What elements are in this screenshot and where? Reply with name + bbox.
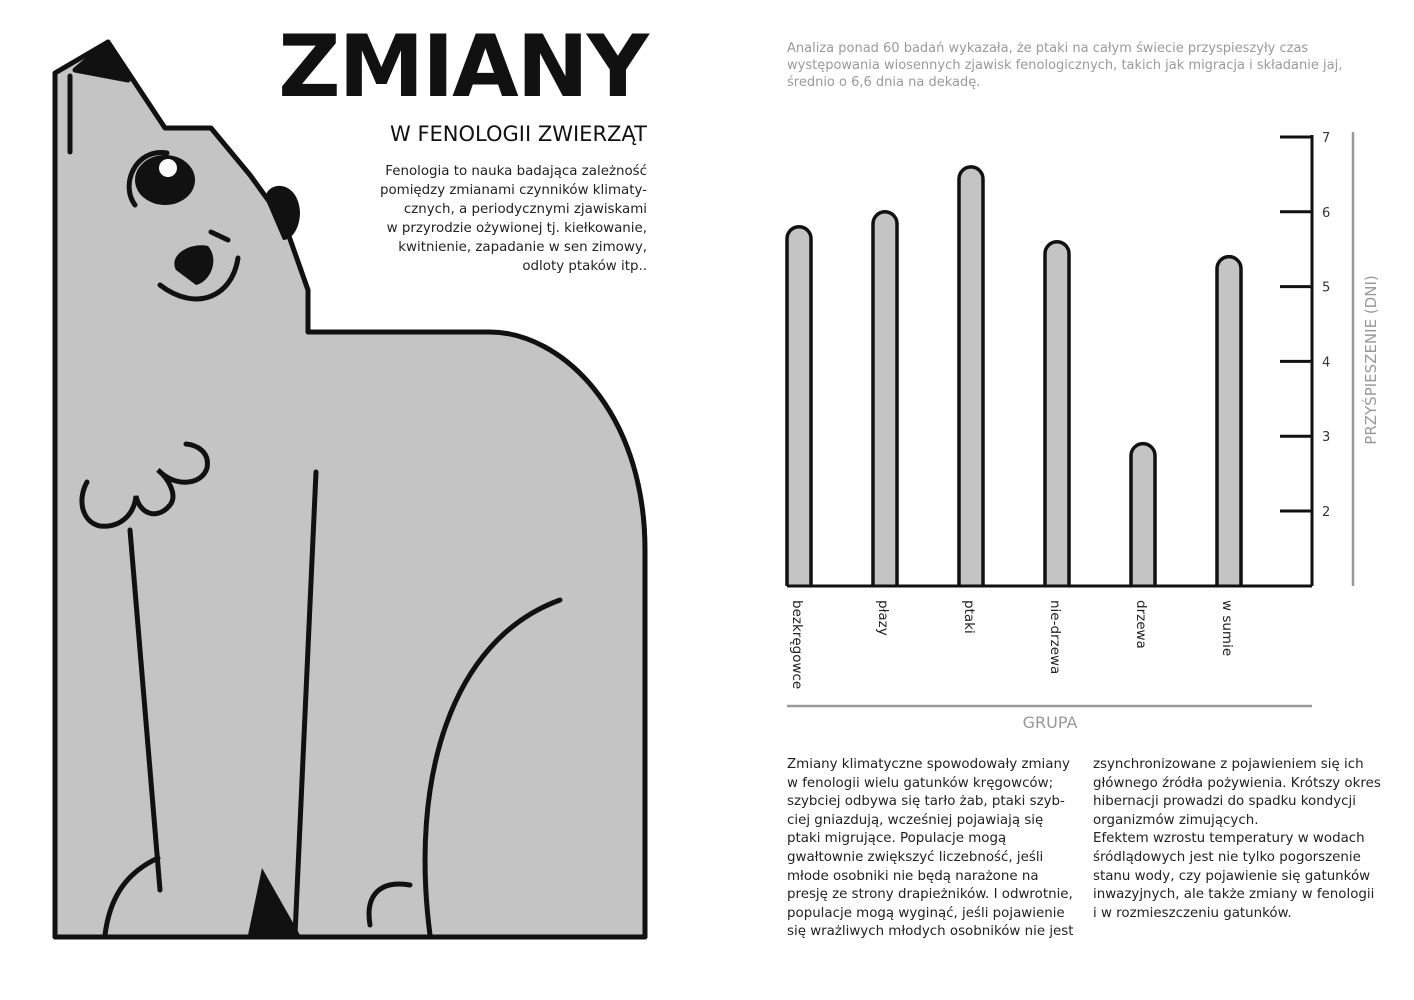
x-tick-label: nie-drzewa — [1047, 600, 1063, 675]
body-column-2 — [1093, 756, 1393, 923]
body-line: w fenologii wielu gatunków kręgowców; — [787, 775, 1054, 791]
body-line: Efektem wzrostu temperatury w wodach — [1093, 831, 1365, 847]
body-line: stanu wody, czy pojawienie się gatunków — [1093, 868, 1371, 884]
body-line: zsynchronizowane z pojawieniem się ich — [1093, 757, 1364, 772]
intro-line: cznych, a periodycznymi zjawiskami — [403, 202, 647, 217]
page-title: ZMIANY — [278, 17, 647, 117]
body-line: Zmiany klimatyczne spowodowały zmiany — [787, 757, 1070, 772]
bar-nie-drzewa — [1045, 242, 1069, 586]
body-line: młode osobniki nie będą narażone na — [787, 868, 1039, 884]
x-tick-label: bezkręgowce — [789, 600, 805, 690]
x-tick-label: płazy — [875, 600, 891, 636]
page-subtitle: W FENOLOGII ZWIERZĄT — [390, 122, 647, 146]
intro-line: kwitnienie, zapadanie w sen zimowy, — [398, 240, 647, 255]
x-axis-title: GRUPA — [1022, 713, 1078, 732]
y-tick-label: 7 — [1322, 131, 1331, 146]
summary-line: średnio o 6,6 dnia na dekadę. — [787, 75, 981, 90]
x-tick-label: drzewa — [1133, 600, 1149, 649]
body-line: ciej gniazdują, wcześniej pojawiają się — [787, 812, 1044, 828]
x-tick-label: ptaki — [961, 600, 977, 634]
y-tick-label: 2 — [1322, 505, 1331, 520]
body-line: śródlądowych jest nie tylko pogorszenie — [1093, 849, 1361, 865]
y-tick-label: 3 — [1322, 430, 1331, 446]
bar-drzewa — [1131, 444, 1155, 586]
intro-line: w przyrodzie ożywionej tj. kiełkowanie, — [386, 221, 647, 236]
body-line: i w rozmieszczeniu gatunków. — [1093, 905, 1292, 921]
body-line: inwazyjnych, ale także zmiany w fenologii — [1093, 887, 1375, 903]
body-line: organizmów zimujących. — [1093, 812, 1259, 828]
x-tick-label: w sumie — [1219, 600, 1235, 657]
body-line: presję ze strony drapieżników. I odwrotnie, — [787, 887, 1073, 903]
body-line: populacje mogą wyginąć, jeśli pojawienie — [787, 905, 1065, 921]
y-tick-label: 4 — [1322, 355, 1331, 371]
bar-bezkręgowce — [787, 227, 811, 586]
y-tick-label: 6 — [1322, 205, 1331, 221]
body-line: gwałtownie zwiększyć liczebność, jeśli — [787, 849, 1044, 865]
y-axis-title: PRZYŚPIESZENIE (DNI) — [1362, 275, 1380, 445]
intro-line: pomiędzy zmianami czynników klimaty- — [379, 183, 647, 198]
bar-ptaki — [959, 167, 983, 586]
y-tick-label: 5 — [1322, 280, 1331, 296]
body-line: hibernacji prowadzi do spadku kondycji — [1093, 794, 1356, 810]
body-line: szybciej odbywa się tarło żab, ptaki szyb- — [787, 794, 1065, 810]
body-line: ptaki migrujące. Populacje mogą — [787, 831, 1007, 847]
summary-line: występowania wiosennych zjawisk fenologicznych, takich jak migracja i składanie jaj, — [787, 58, 1343, 73]
bar-w sumie — [1217, 257, 1241, 586]
intro-line: Fenologia to nauka badająca zależność — [385, 164, 647, 179]
bar-płazy — [873, 212, 897, 586]
body-line: głównego źródła pożywienia. Krótszy okres — [1093, 775, 1381, 791]
summary-line: Analiza ponad 60 badań wykazała, że ptaki na całym świecie przyspieszyły czas — [787, 41, 1309, 56]
body-line: się wrażliwych młodych osobników nie jest — [787, 924, 1074, 940]
body-column-1 — [787, 756, 1077, 942]
intro-line: odloty ptaków itp.. — [522, 259, 647, 274]
